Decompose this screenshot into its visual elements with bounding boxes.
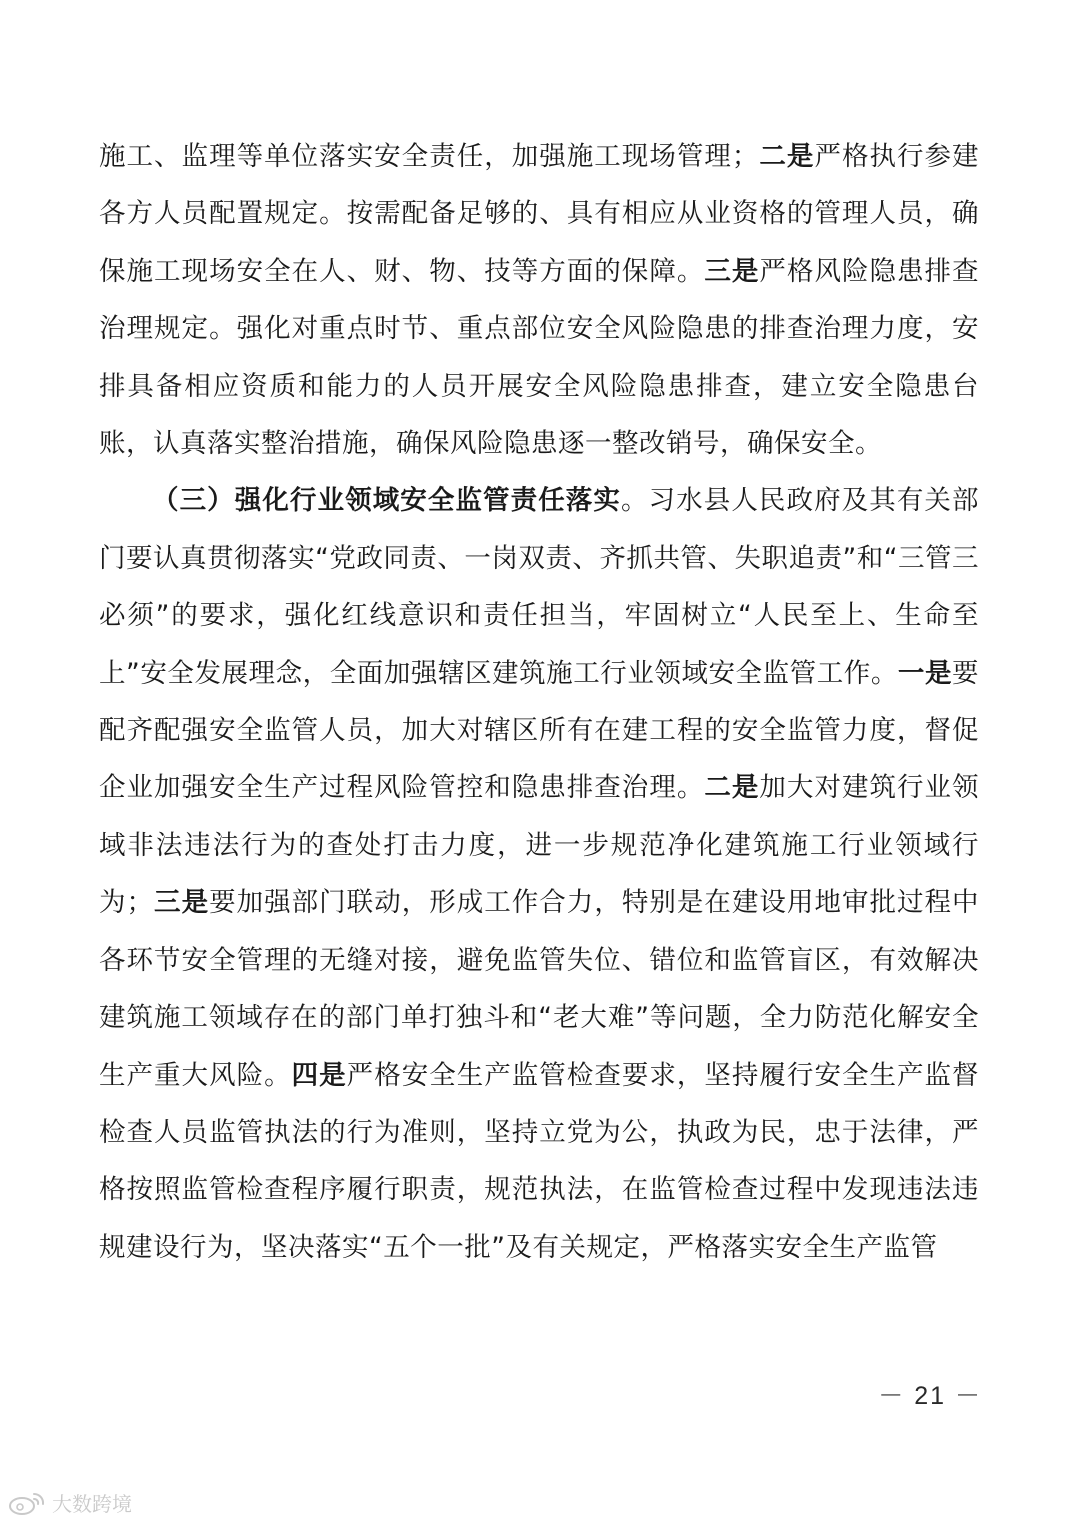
paragraph-2 <box>99 472 979 1276</box>
text-segment: 严格执行参建各方人员配置规定。按需配备足够的、具有相应从业资格的管理人员，确保施工现场安全在人、财、物、技等方面的保障。 <box>99 141 980 287</box>
page-number: － 21 － <box>878 1382 982 1410</box>
text-segment: 要配齐配强安全监管人员，加大对辖区所有在建工程的安全监管力度，督促企业加强安全生产过程风险管控和隐患排查治理。 <box>99 657 980 804</box>
bold-lead-phrase: 二是 <box>704 772 760 804</box>
document-body <box>99 128 979 1276</box>
text-segment: 加大对建筑行业领域非法违法行为的查处打击力度，进一步规范净化建筑施工行业领域行为； <box>99 772 980 919</box>
text-segment: 。习水县人民政府及其有关部门要认真贯彻落实“党政同责、一岗双责、齐抓共管、失职追责”和“三管三必须”的要求，强化红线意识和责任担当，牢固树立“人民至上、生命至上”安全发展理念，全面加强辖区建筑施工行业领域安全监管工作。 <box>99 485 980 689</box>
weibo-logo-icon <box>8 1490 48 1516</box>
text-segment: 严格风险隐患排查治理规定。强化对重点时节、重点部位安全风险隐患的排查治理力度，安排具备相应资质和能力的人员开展安全风险隐患排查，建立安全隐患台账，认真落实整治措施，确保风险隐患逐一整改销号，确保安全。 <box>99 255 980 460</box>
watermark-text: 大数跨境 <box>52 1492 132 1516</box>
paragraph-1 <box>99 128 979 472</box>
text-segment: 要加强部门联动，形成工作合力，特别是在建设用地审批过程中各环节安全管理的无缝对接，避免监管失位、错位和监管盲区，有效解决建筑施工领域存在的部门单打独斗和“老大难”等问题，全力防范化解安全生产重大风险。 <box>99 887 980 1091</box>
bold-lead-phrase: 三是 <box>704 255 760 287</box>
bold-lead-phrase: 二是 <box>758 141 815 172</box>
section-heading: （三）强化行业领域安全监管责任落实 <box>152 485 621 517</box>
watermark <box>8 1488 132 1517</box>
text-segment: 严格安全生产监管检查要求，坚持履行安全生产监督检查人员监管执法的行为准则，坚持立党为公，执政为民，忠于法律，严格按照监管检查程序履行职责，规范执法，在监管检查过程中发现违法违规建设行为，坚决落实“五个一批”及有关规定，严格落实安全生产监管 <box>99 1059 980 1263</box>
bold-lead-phrase: 四是 <box>291 1059 347 1091</box>
bold-lead-phrase: 三是 <box>153 887 210 919</box>
bold-lead-phrase: 一是 <box>897 657 953 689</box>
text-segment: 施工、监理等单位落实安全责任，加强施工现场管理； <box>99 141 759 172</box>
